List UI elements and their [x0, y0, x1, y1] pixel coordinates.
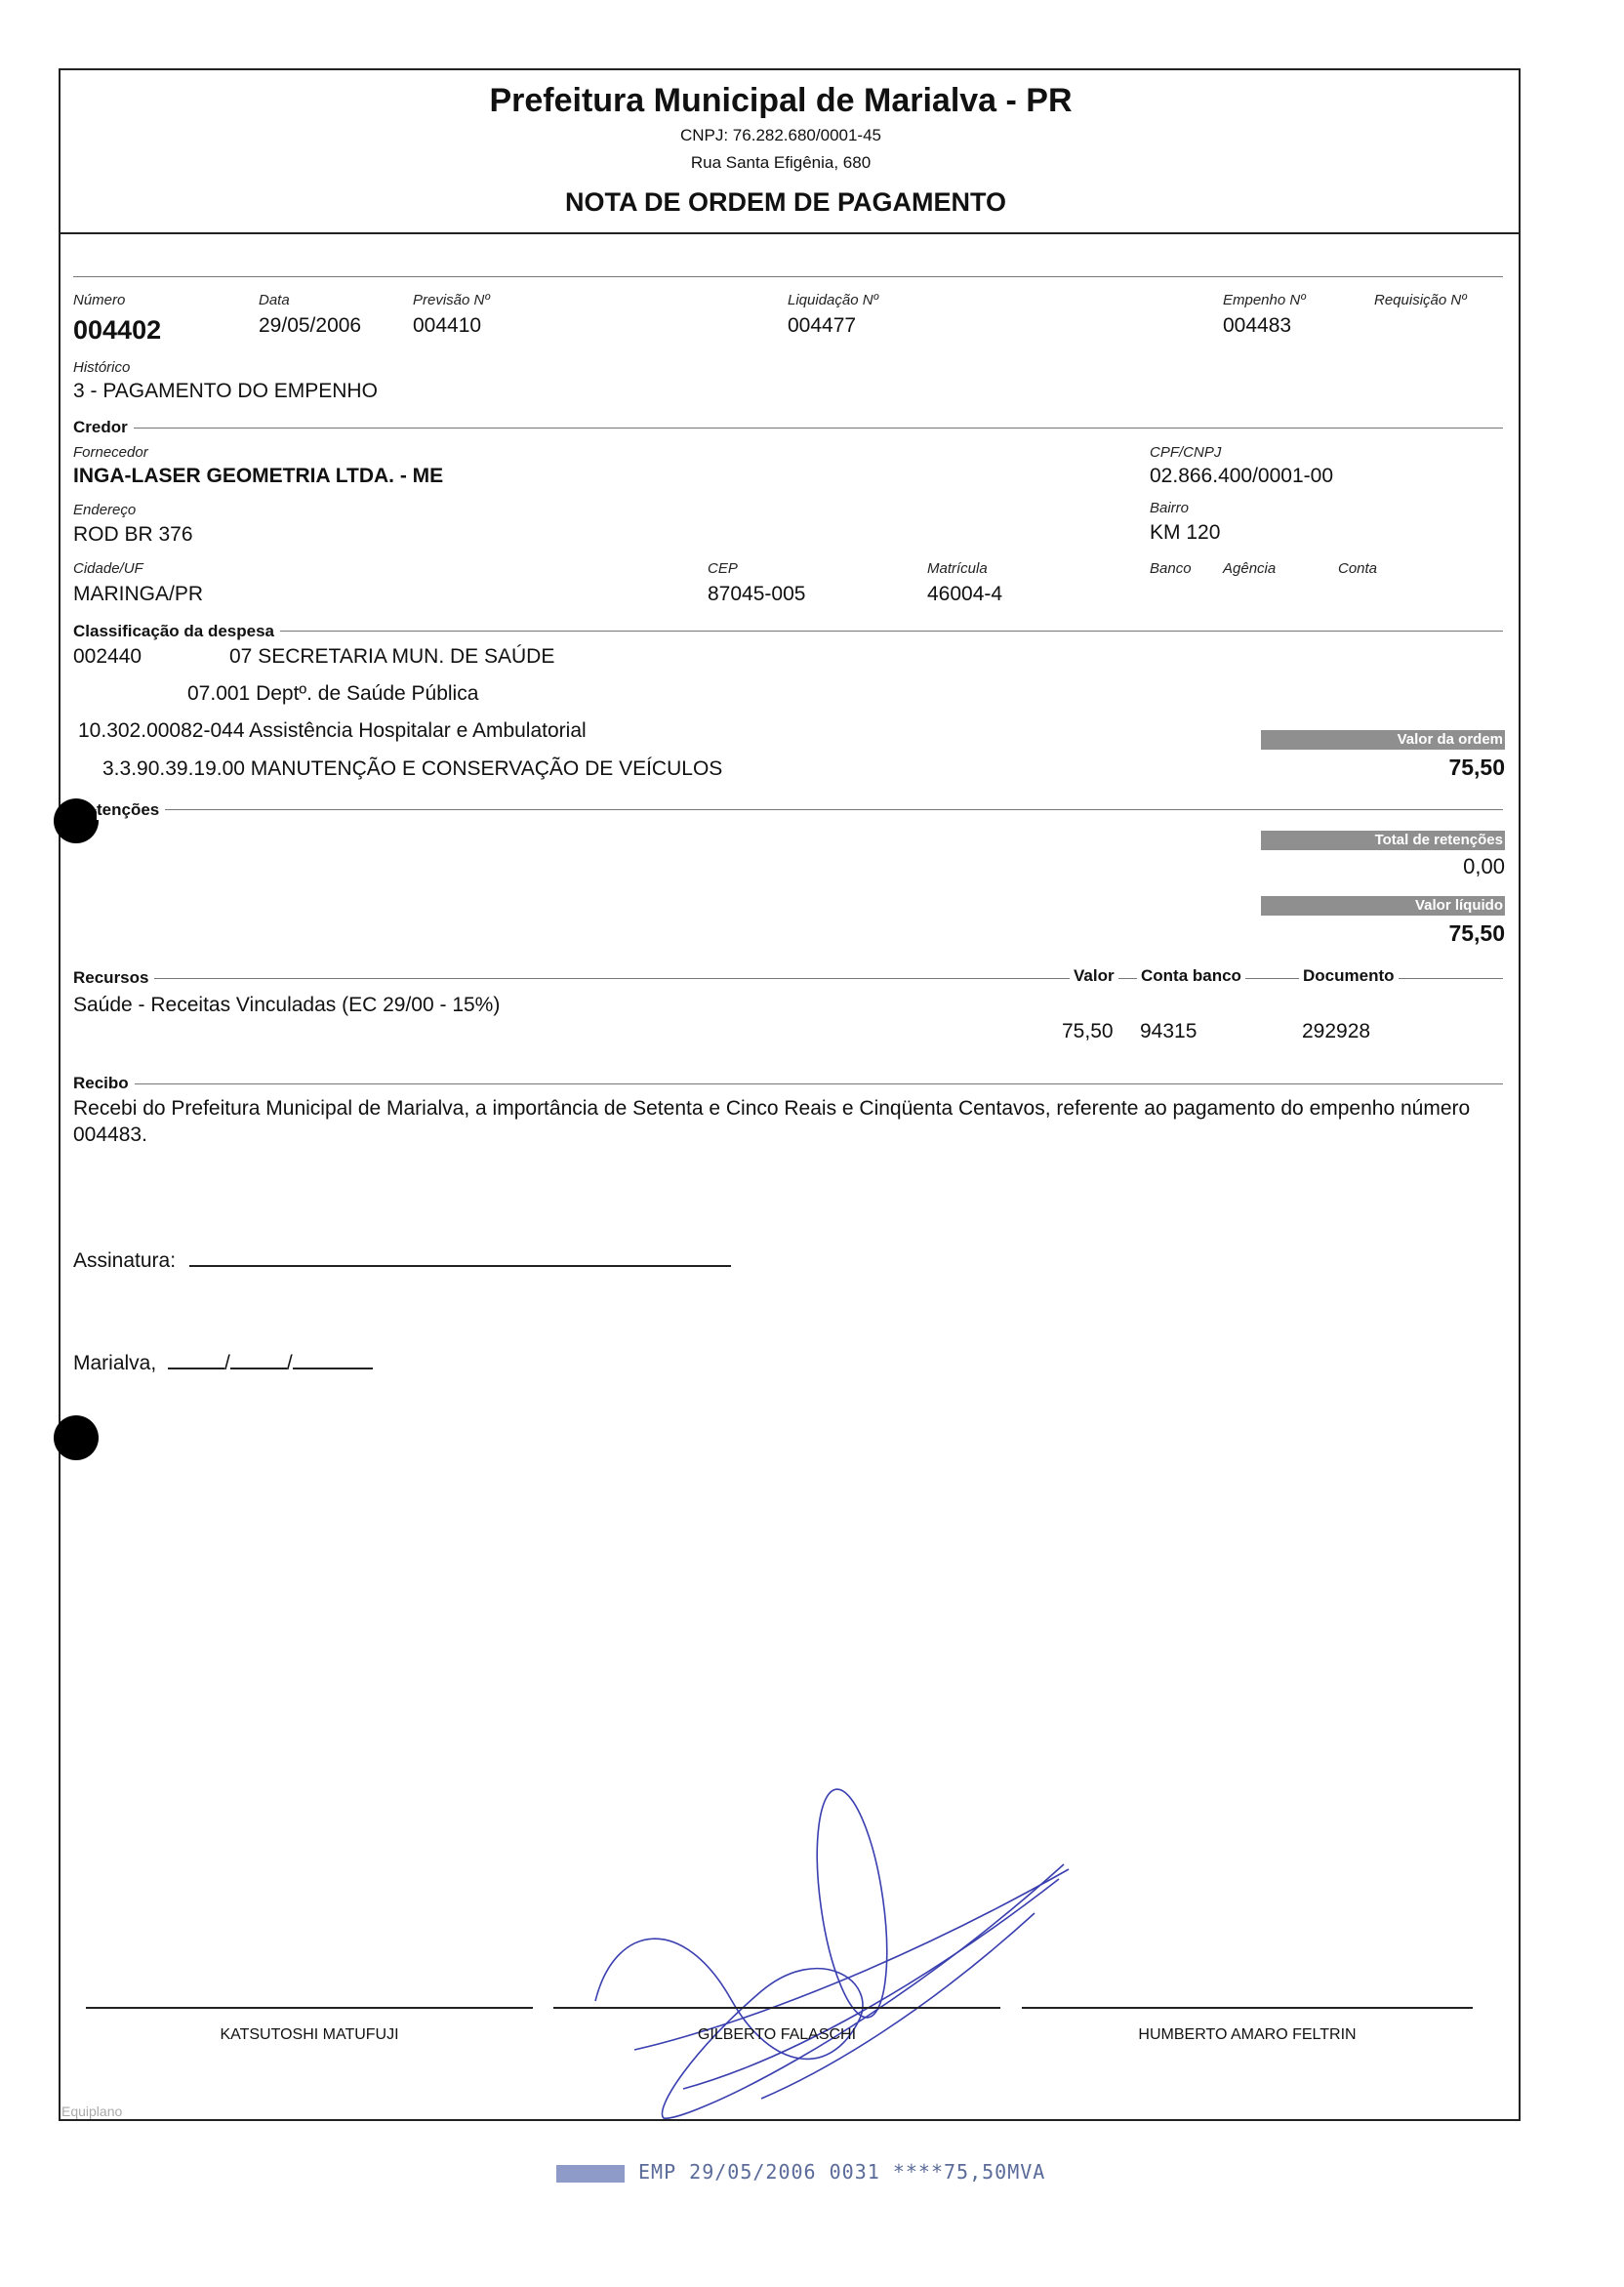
valor-liquido-value: 75,50 — [1448, 920, 1505, 946]
assinatura-line — [189, 1247, 731, 1267]
recursos-conta: 94315 — [1140, 1020, 1198, 1042]
empenho-value: 004483 — [1223, 314, 1292, 337]
conta-label: Conta — [1338, 560, 1378, 577]
total-retencoes-value: 0,00 — [1463, 854, 1505, 878]
retencoes-section: tenções — [97, 800, 165, 820]
recursos-descricao: Saúde - Receitas Vinculadas (EC 29/00 - 15%) — [73, 994, 501, 1016]
payment-stamp — [556, 2160, 1045, 2184]
classificacao-line4: 3.3.90.39.19.00 MANUTENÇÃO E CONSERVAÇÃO DE VEÍCULOS — [102, 757, 723, 780]
document-title: NOTA DE ORDEM DE PAGAMENTO — [564, 187, 1006, 217]
matricula-value: 46004-4 — [927, 583, 1003, 605]
signature-line-3 — [1022, 2007, 1473, 2009]
org-address: Rua Santa Efigênia, 680 — [690, 153, 872, 172]
endereco-value: ROD BR 376 — [73, 523, 193, 546]
bairro-value: KM 120 — [1150, 521, 1221, 544]
matricula-label: Matrícula — [927, 560, 988, 577]
cep-label: CEP — [708, 560, 738, 577]
data-value: 29/05/2006 — [259, 314, 362, 337]
signatory-2: GILBERTO FALASCHI — [697, 2026, 857, 2043]
valor-ordem-value: 75,50 — [1448, 755, 1505, 780]
total-retencoes-label: Total de retenções — [1261, 831, 1505, 850]
classificacao-line2: 07.001 Deptº. de Saúde Pública — [187, 682, 479, 705]
recursos-valor-label: Valor — [1070, 966, 1118, 986]
historico-label: Histórico — [73, 359, 131, 376]
day-line — [168, 1350, 224, 1369]
header-separator — [59, 232, 1521, 234]
recursos-documento-label: Documento — [1299, 966, 1399, 986]
cidade-label: Cidade/UF — [73, 560, 143, 577]
previsao-value: 004410 — [413, 314, 482, 337]
recibo-section: Recibo — [73, 1074, 135, 1093]
stamp-logo-icon — [556, 2165, 625, 2183]
signature-line-1 — [86, 2007, 533, 2009]
punch-hole-mark — [54, 1415, 99, 1460]
cep-value: 87045-005 — [708, 583, 806, 605]
recursos-rule — [73, 978, 1503, 979]
year-line — [293, 1350, 373, 1369]
previsao-label: Previsão Nº — [413, 292, 490, 308]
cidade-value: MARINGA/PR — [73, 583, 204, 605]
classificacao-line3: 10.302.00082-044 Assistência Hospitalar e Ambulatorial — [78, 719, 587, 742]
valor-liquido-label: Valor líquido — [1261, 896, 1505, 916]
classificacao-section: Classificação da despesa — [73, 622, 280, 641]
endereco-label: Endereço — [73, 502, 137, 518]
credor-section: Credor — [73, 418, 134, 437]
retencoes-rule — [73, 809, 1503, 810]
handwritten-signature — [576, 1786, 1083, 2128]
assinatura-label: Assinatura: — [73, 1249, 177, 1272]
recursos-valor: 75,50 — [1062, 1020, 1114, 1042]
signatory-1: KATSUTOSHI MATUFUJI — [220, 2026, 399, 2043]
classificacao-code: 002440 — [73, 645, 142, 668]
signature-line-2 — [553, 2007, 1000, 2009]
numero-value: 004402 — [73, 315, 162, 345]
credor-rule — [73, 428, 1503, 429]
liquidacao-value: 004477 — [788, 314, 857, 337]
historico-value: 3 - PAGAMENTO DO EMPENHO — [73, 380, 378, 402]
top-rule — [73, 276, 1503, 277]
empenho-label: Empenho Nº — [1223, 292, 1306, 308]
cpf-value: 02.866.400/0001-00 — [1150, 465, 1334, 487]
assinatura-row — [73, 1247, 731, 1273]
fornecedor-value: INGA-LASER GEOMETRIA LTDA. - ME — [73, 465, 444, 487]
valor-ordem-label: Valor da ordem — [1261, 730, 1505, 750]
org-cnpj: CNPJ: 76.282.680/0001-45 — [679, 126, 882, 144]
recursos-documento: 292928 — [1302, 1020, 1371, 1042]
cpf-label: CPF/CNPJ — [1150, 444, 1222, 461]
recursos-section: Recursos — [73, 968, 154, 988]
signatory-3: HUMBERTO AMARO FELTRIN — [1138, 2026, 1357, 2043]
brand-text: Equiplano — [61, 2103, 123, 2119]
org-title: Prefeitura Municipal de Marialva - PR — [489, 82, 1073, 119]
classificacao-line1: 07 SECRETARIA MUN. DE SAÚDE — [229, 645, 555, 668]
recursos-conta-label: Conta banco — [1137, 966, 1245, 986]
numero-label: Número — [73, 292, 126, 308]
recibo-rule — [73, 1083, 1503, 1084]
liquidacao-label: Liquidação Nº — [788, 292, 879, 308]
stamp-text: EMP 29/05/2006 0031 ****75,50MVA — [638, 2160, 1046, 2184]
classificacao-rule — [73, 631, 1503, 632]
bairro-label: Bairro — [1150, 500, 1190, 516]
agencia-label: Agência — [1223, 560, 1277, 577]
punch-hole-mark — [54, 798, 99, 843]
local-data-row: Marialva, / / — [73, 1350, 373, 1375]
banco-label: Banco — [1150, 560, 1192, 577]
recibo-text: Recebi do Prefeitura Municipal de Marialva, a importância de Setenta e Cinco Reais e Cinqüenta Centavos, referente ao pagamento do empenho número 004483. — [73, 1097, 1471, 1146]
local-label: Marialva, — [73, 1352, 157, 1374]
month-line — [230, 1350, 287, 1369]
requisicao-label: Requisição Nº — [1374, 292, 1467, 308]
data-label: Data — [259, 292, 290, 308]
fornecedor-label: Fornecedor — [73, 444, 148, 461]
